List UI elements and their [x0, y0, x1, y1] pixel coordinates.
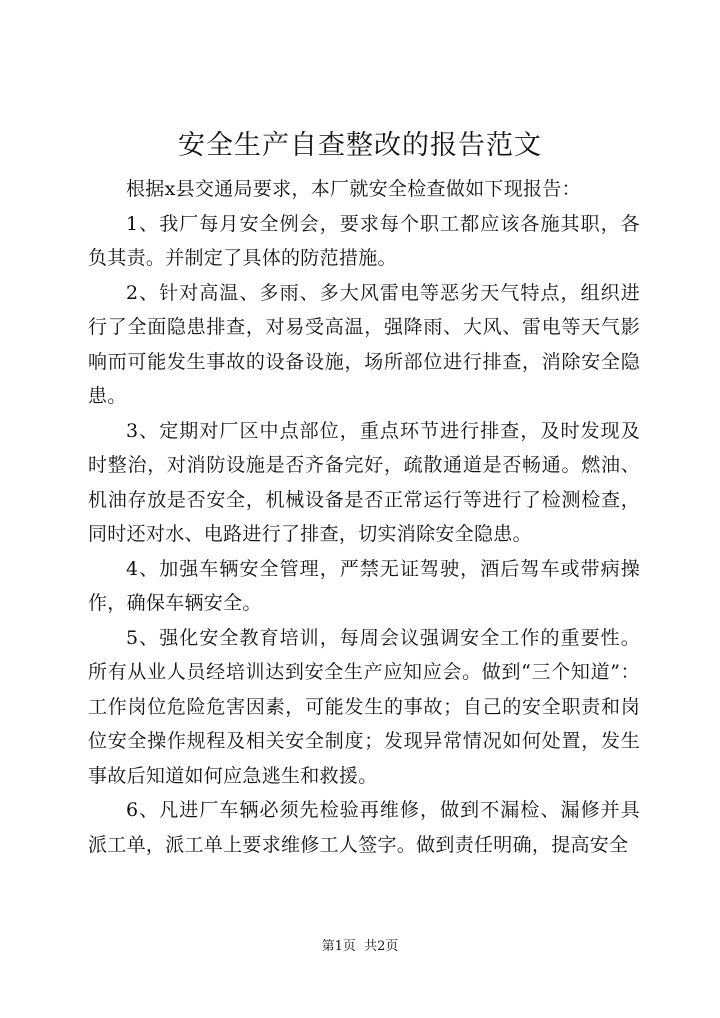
page-footer — [0, 938, 720, 956]
paragraph-item-2: 2、针对高温、多雨、多大风雷电等恶劣天气特点，组织进行了全面隐患排查，对易受高温，强降雨、大风、雷电等天气影响而可能发生事故的设备设施，场所部位进行排查，消除安全隐患。 — [88, 281, 640, 407]
paragraph-item-6: 6、凡进厂车辆必须先检验再维修，做到不漏检、漏修并具派工单，派工单上要求维修工人签字。做到责任明确，提高安全 — [88, 799, 640, 856]
paragraph-item-4: 4、加强车辆安全管理，严禁无证驾驶，酒后驾车或带病操作，确保车辆安全。 — [88, 557, 640, 614]
page-total: 共2页 — [364, 939, 399, 954]
page-number: 第1页 — [321, 939, 356, 954]
paragraph-item-3: 3、定期对厂区中点部位，重点环节进行排查，及时发现及时整治，对消防设施是否齐备完好，疏散通道是否畅通。燃油、机油存放是否安全，机械设备是否正常运行等进行了检测检查，同时还对水、电路进行了排查，切实消除安全隐患。 — [88, 419, 640, 545]
document-body — [88, 172, 640, 862]
paragraph-item-5: 5、强化安全教育培训，每周会议强调安全工作的重要性。所有从业人员经培训达到安全生产应知应会。做到“三个知道”：工作岗位危险危害因素，可能发生的事故；自己的安全职责和岗位安全操作规程及相关安全制度；发现异常情况如何处置，发生事故后知道如何应急逃生和救援。 — [88, 626, 640, 787]
document-title: 安全生产自查整改的报告范文 — [178, 130, 542, 161]
paragraph-intro: 根据x县交通局要求，本厂就安全检查做如下现报告： — [126, 178, 581, 200]
paragraph-item-1: 1、我厂每月安全例会，要求每个职工都应该各施其职，各负其责。并制定了具体的防范措施。 — [88, 212, 640, 269]
